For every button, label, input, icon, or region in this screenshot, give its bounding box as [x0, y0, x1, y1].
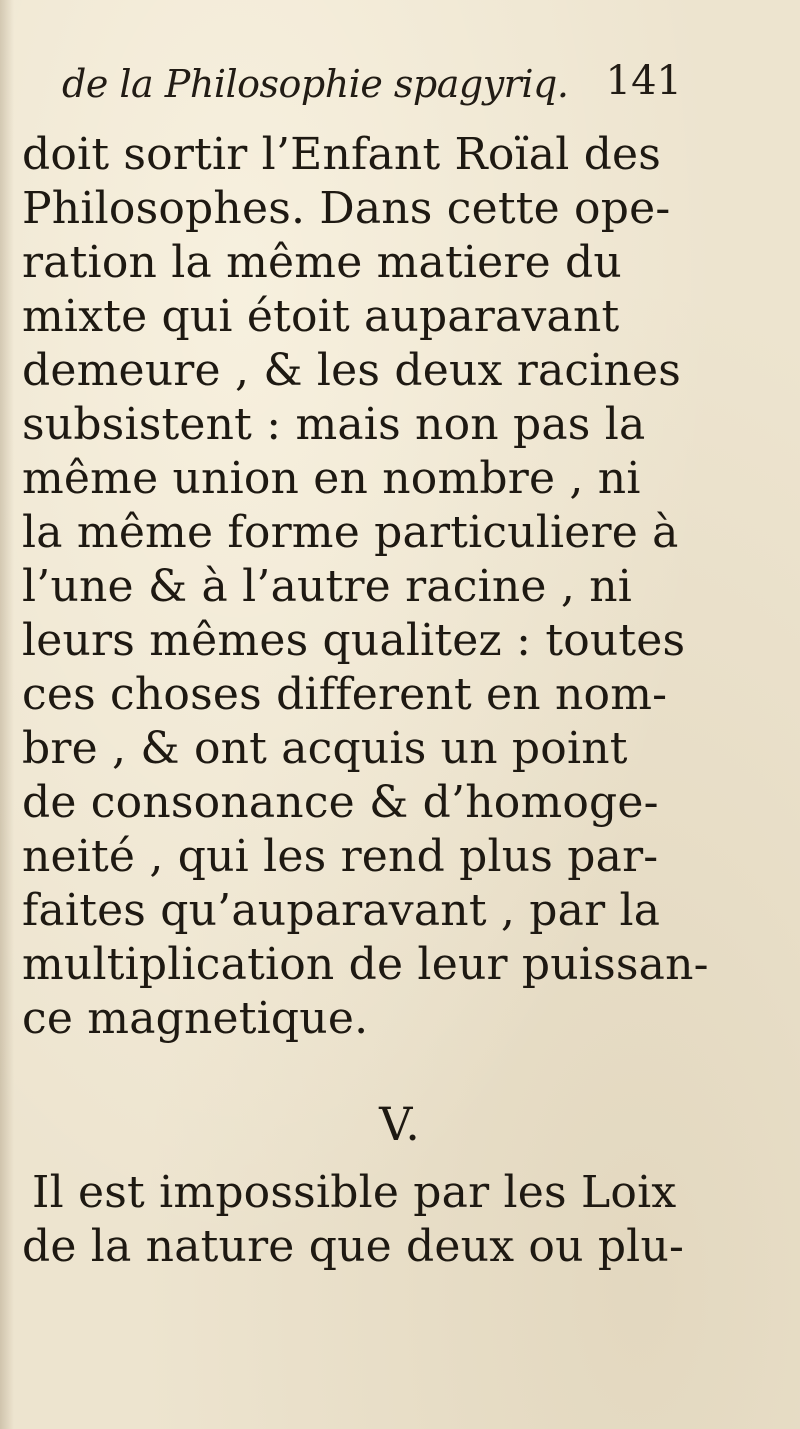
text-line: multiplication de leur puissan- [22, 939, 709, 990]
text-line: ces choses different en nom- [22, 669, 668, 720]
text-line: neité , qui les rend plus par- [22, 831, 659, 882]
text-line: Il est impossible par les Loix [32, 1167, 677, 1218]
text-line: l’une & à l’autre racine , ni [22, 561, 633, 612]
paragraph-2 [22, 1166, 702, 1274]
page-number: 141 [605, 58, 682, 104]
text-line: de consonance & d’homoge- [22, 777, 659, 828]
paragraph-1 [22, 128, 709, 1046]
page-header [62, 58, 682, 118]
text-line: Philosophes. Dans cette ope- [22, 183, 671, 234]
running-title: de la Philosophie spagyriq. [62, 62, 569, 106]
text-line: leurs mêmes qualitez : toutes [22, 615, 686, 666]
text-line: même union en nombre , ni [22, 453, 641, 504]
text-line: faites qu’auparavant , par la [22, 885, 661, 936]
text-line: demeure , & les deux racines [22, 345, 682, 396]
section-heading: V. [379, 1097, 421, 1151]
text-line: ce magnetique. [22, 993, 369, 1044]
text-line: bre , & ont acquis un point [22, 723, 628, 774]
page-gutter-shadow [0, 0, 14, 1429]
text-line: de la nature que deux ou plu- [22, 1221, 685, 1272]
text-line: la même forme particuliere à [22, 507, 679, 558]
text-line: ration la même matiere du [22, 237, 622, 288]
text-line: subsistent : mais non pas la [22, 399, 646, 450]
text-line: doit sortir l’Enfant Roïal des [22, 129, 662, 180]
text-line: mixte qui étoit auparavant [22, 291, 620, 342]
